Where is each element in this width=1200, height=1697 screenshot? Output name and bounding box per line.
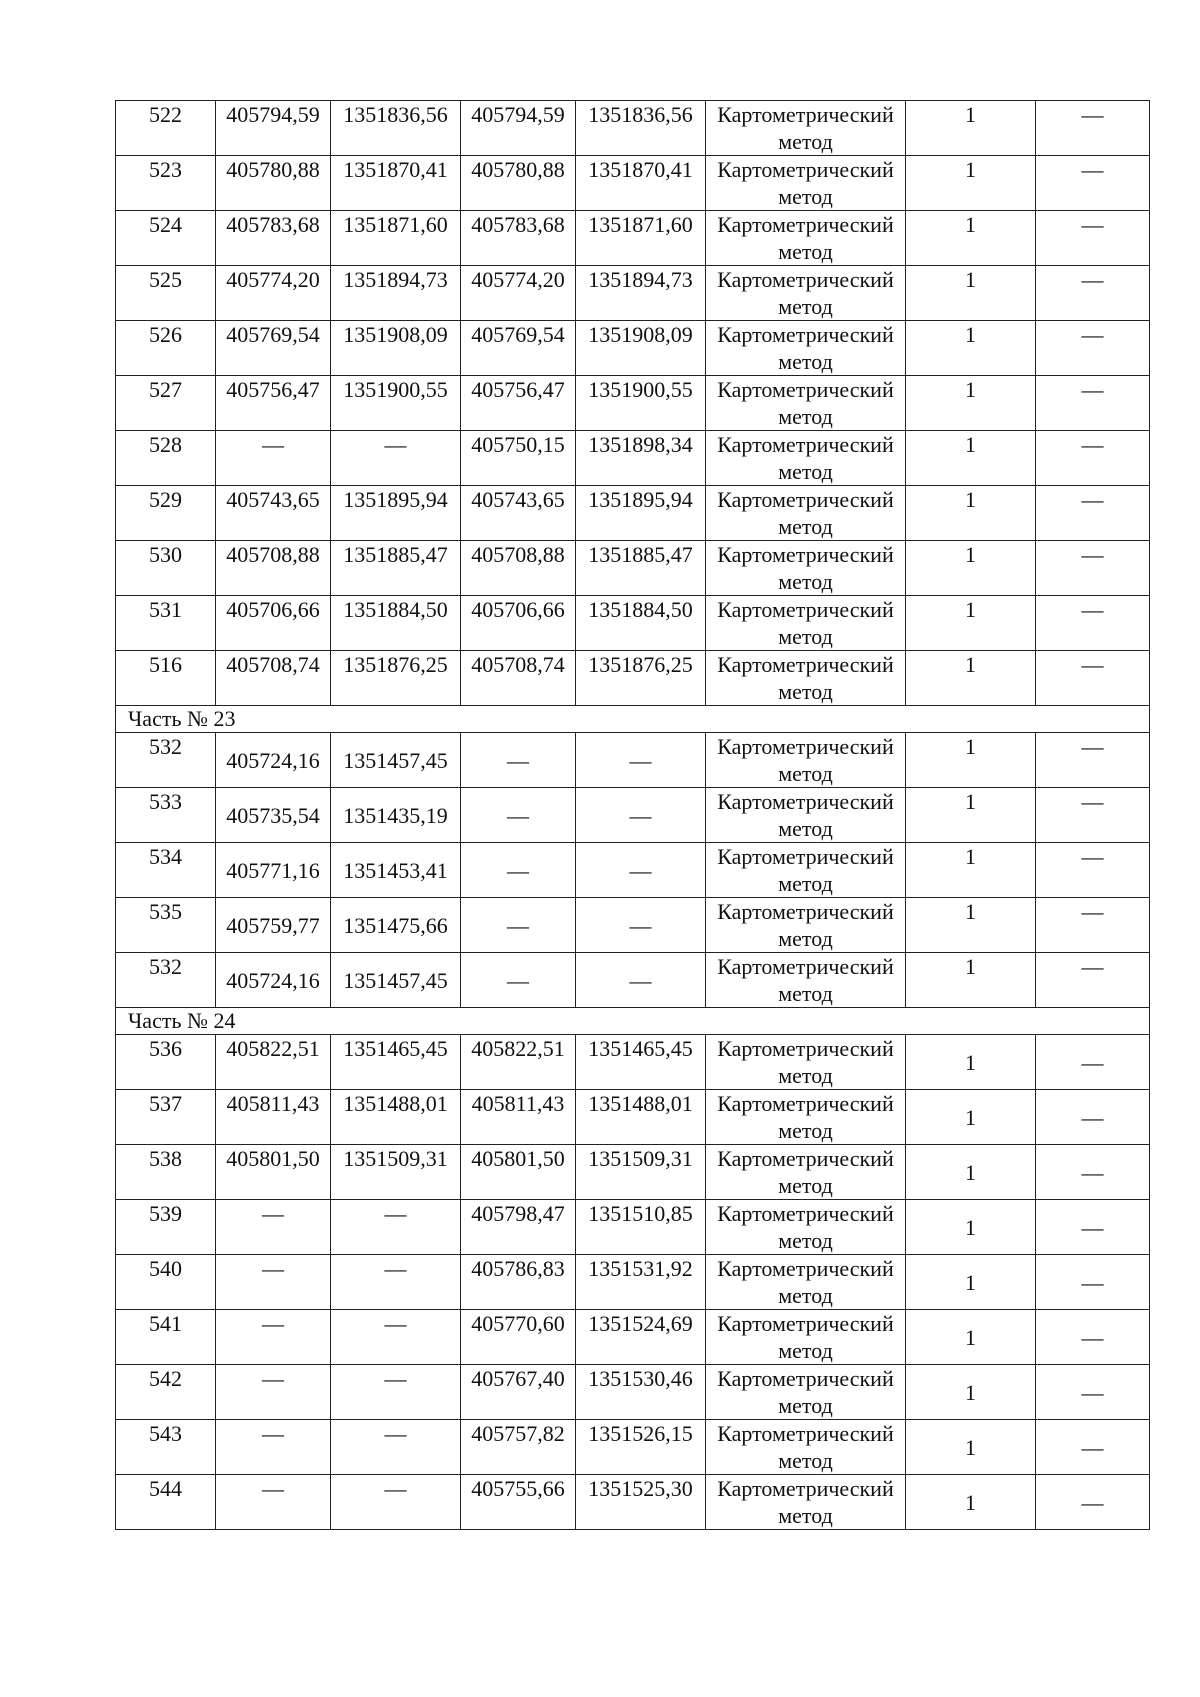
table-row (116, 651, 1150, 706)
existing-x: 405771,16 (216, 843, 331, 898)
description-dash: — (1036, 541, 1150, 596)
method-cell (706, 788, 906, 843)
method-line: метод (778, 1448, 833, 1473)
point-number: 530 (116, 541, 216, 596)
table-row (116, 1035, 1150, 1090)
method-cell (706, 1255, 906, 1310)
accuracy-value: 1 (906, 156, 1036, 211)
accuracy-value: 1 (906, 953, 1036, 1008)
method-line: Картометрический (717, 157, 894, 182)
existing-y: 1351884,50 (331, 596, 461, 651)
description-dash: — (1036, 486, 1150, 541)
method-line: метод (778, 404, 833, 429)
description-dash: — (1036, 788, 1150, 843)
method-line: Картометрический (717, 542, 894, 567)
existing-y: 1351453,41 (331, 843, 461, 898)
existing-y: 1351457,45 (331, 953, 461, 1008)
method-cell (706, 486, 906, 541)
table-row (116, 486, 1150, 541)
method-cell (706, 1145, 906, 1200)
new-y: 1351908,09 (576, 321, 706, 376)
new-y: 1351870,41 (576, 156, 706, 211)
point-number: 531 (116, 596, 216, 651)
method-line: Картометрический (717, 102, 894, 127)
accuracy-value: 1 (906, 788, 1036, 843)
method-line: метод (778, 1393, 833, 1418)
description-dash: — (1036, 321, 1150, 376)
method-cell (706, 733, 906, 788)
existing-x: — (216, 1200, 331, 1255)
table-body (116, 101, 1150, 1530)
method-line: Картометрический (717, 212, 894, 237)
new-y: 1351509,31 (576, 1145, 706, 1200)
method-line: Картометрический (717, 1476, 894, 1501)
table-row (116, 1310, 1150, 1365)
new-y: 1351876,25 (576, 651, 706, 706)
new-x: 405774,20 (461, 266, 576, 321)
method-cell (706, 156, 906, 211)
point-number: 528 (116, 431, 216, 486)
method-line: метод (778, 239, 833, 264)
coordinates-table (115, 100, 1150, 1530)
method-line: метод (778, 816, 833, 841)
existing-y: 1351465,45 (331, 1035, 461, 1090)
accuracy-value: 1 (906, 376, 1036, 431)
accuracy-value: 1 (906, 1145, 1036, 1200)
description-dash: — (1036, 843, 1150, 898)
new-x: 405708,74 (461, 651, 576, 706)
new-x: — (461, 898, 576, 953)
accuracy-value: 1 (906, 1200, 1036, 1255)
new-y: 1351524,69 (576, 1310, 706, 1365)
new-y: 1351525,30 (576, 1475, 706, 1530)
table-row (116, 1145, 1150, 1200)
existing-x: — (216, 1365, 331, 1420)
point-number: 543 (116, 1420, 216, 1475)
method-line: Картометрический (717, 597, 894, 622)
accuracy-value: 1 (906, 431, 1036, 486)
method-cell (706, 1310, 906, 1365)
method-line: метод (778, 184, 833, 209)
table-row (116, 211, 1150, 266)
description-dash: — (1036, 1255, 1150, 1310)
accuracy-value: 1 (906, 541, 1036, 596)
point-number: 535 (116, 898, 216, 953)
existing-x: 405708,88 (216, 541, 331, 596)
existing-x: 405769,54 (216, 321, 331, 376)
existing-x: — (216, 431, 331, 486)
existing-x: — (216, 1420, 331, 1475)
point-number: 526 (116, 321, 216, 376)
table-row (116, 898, 1150, 953)
accuracy-value: 1 (906, 1035, 1036, 1090)
method-line: метод (778, 1503, 833, 1528)
existing-x: 405735,54 (216, 788, 331, 843)
description-dash: — (1036, 376, 1150, 431)
method-line: Картометрический (717, 1256, 894, 1281)
method-line: Картометрический (717, 899, 894, 924)
new-y: 1351531,92 (576, 1255, 706, 1310)
new-y: 1351900,55 (576, 376, 706, 431)
new-x: 405767,40 (461, 1365, 576, 1420)
accuracy-value: 1 (906, 733, 1036, 788)
existing-x: 405801,50 (216, 1145, 331, 1200)
table-row (116, 101, 1150, 156)
method-line: метод (778, 129, 833, 154)
table-row (116, 266, 1150, 321)
method-line: метод (778, 981, 833, 1006)
method-line: метод (778, 349, 833, 374)
new-y: — (576, 733, 706, 788)
description-dash: — (1036, 651, 1150, 706)
accuracy-value: 1 (906, 1310, 1036, 1365)
description-dash: — (1036, 156, 1150, 211)
accuracy-value: 1 (906, 101, 1036, 156)
point-number: 522 (116, 101, 216, 156)
new-x: 405801,50 (461, 1145, 576, 1200)
new-x: 405769,54 (461, 321, 576, 376)
description-dash: — (1036, 898, 1150, 953)
method-line: Картометрический (717, 1146, 894, 1171)
method-line: метод (778, 569, 833, 594)
new-x: 405755,66 (461, 1475, 576, 1530)
method-line: метод (778, 624, 833, 649)
method-line: метод (778, 1228, 833, 1253)
new-y: 1351836,56 (576, 101, 706, 156)
new-y: — (576, 843, 706, 898)
existing-x: 405774,20 (216, 266, 331, 321)
new-y: 1351465,45 (576, 1035, 706, 1090)
method-line: Картометрический (717, 1201, 894, 1226)
method-cell (706, 1035, 906, 1090)
section-title: Часть № 23 (116, 706, 1150, 733)
method-line: Картометрический (717, 1421, 894, 1446)
point-number: 529 (116, 486, 216, 541)
table-row (116, 1255, 1150, 1310)
point-number: 539 (116, 1200, 216, 1255)
method-cell (706, 1090, 906, 1145)
method-line: Картометрический (717, 1311, 894, 1336)
existing-x: 405780,88 (216, 156, 331, 211)
method-line: Картометрический (717, 734, 894, 759)
new-x: — (461, 733, 576, 788)
description-dash: — (1036, 266, 1150, 321)
existing-y: — (331, 1255, 461, 1310)
new-y: 1351898,34 (576, 431, 706, 486)
method-cell (706, 651, 906, 706)
method-line: Картометрический (717, 844, 894, 869)
point-number: 541 (116, 1310, 216, 1365)
existing-y: 1351908,09 (331, 321, 461, 376)
new-y: 1351510,85 (576, 1200, 706, 1255)
new-x: 405756,47 (461, 376, 576, 431)
new-x: 405798,47 (461, 1200, 576, 1255)
method-line: Картометрический (717, 432, 894, 457)
accuracy-value: 1 (906, 266, 1036, 321)
existing-x: 405811,43 (216, 1090, 331, 1145)
new-y: 1351884,50 (576, 596, 706, 651)
point-number: 533 (116, 788, 216, 843)
description-dash: — (1036, 1035, 1150, 1090)
existing-x: — (216, 1475, 331, 1530)
method-line: Картометрический (717, 954, 894, 979)
method-cell (706, 1475, 906, 1530)
method-line: Картометрический (717, 1091, 894, 1116)
accuracy-value: 1 (906, 321, 1036, 376)
new-x: — (461, 843, 576, 898)
accuracy-value: 1 (906, 843, 1036, 898)
method-cell (706, 266, 906, 321)
method-line: метод (778, 1173, 833, 1198)
existing-x: — (216, 1310, 331, 1365)
existing-y: 1351885,47 (331, 541, 461, 596)
table-row (116, 843, 1150, 898)
method-cell (706, 596, 906, 651)
method-cell (706, 376, 906, 431)
table-row (116, 321, 1150, 376)
method-line: метод (778, 1063, 833, 1088)
table-row (116, 1090, 1150, 1145)
description-dash: — (1036, 1090, 1150, 1145)
new-y: 1351885,47 (576, 541, 706, 596)
point-number: 532 (116, 733, 216, 788)
point-number: 524 (116, 211, 216, 266)
point-number: 534 (116, 843, 216, 898)
accuracy-value: 1 (906, 596, 1036, 651)
existing-y: 1351488,01 (331, 1090, 461, 1145)
method-line: Картометрический (717, 652, 894, 677)
new-x: 405750,15 (461, 431, 576, 486)
existing-y: — (331, 1310, 461, 1365)
method-line: метод (778, 926, 833, 951)
method-cell (706, 321, 906, 376)
new-y: 1351895,94 (576, 486, 706, 541)
method-line: метод (778, 679, 833, 704)
description-dash: — (1036, 953, 1150, 1008)
accuracy-value: 1 (906, 1420, 1036, 1475)
description-dash: — (1036, 596, 1150, 651)
description-dash: — (1036, 1420, 1150, 1475)
existing-y: 1351509,31 (331, 1145, 461, 1200)
method-cell (706, 953, 906, 1008)
existing-y: 1351871,60 (331, 211, 461, 266)
existing-y: 1351895,94 (331, 486, 461, 541)
new-x: 405786,83 (461, 1255, 576, 1310)
description-dash: — (1036, 101, 1150, 156)
existing-x: 405822,51 (216, 1035, 331, 1090)
existing-x: 405743,65 (216, 486, 331, 541)
point-number: 532 (116, 953, 216, 1008)
section-title: Часть № 24 (116, 1008, 1150, 1035)
method-line: Картометрический (717, 487, 894, 512)
new-x: 405743,65 (461, 486, 576, 541)
existing-y: 1351894,73 (331, 266, 461, 321)
table-row (116, 733, 1150, 788)
existing-y: — (331, 1475, 461, 1530)
method-cell (706, 211, 906, 266)
existing-x: 405708,74 (216, 651, 331, 706)
new-y: — (576, 953, 706, 1008)
method-line: метод (778, 1283, 833, 1308)
description-dash: — (1036, 733, 1150, 788)
section-header-24 (116, 1008, 1150, 1035)
table-row (116, 953, 1150, 1008)
new-x: 405783,68 (461, 211, 576, 266)
existing-x: 405724,16 (216, 953, 331, 1008)
description-dash: — (1036, 1365, 1150, 1420)
method-cell (706, 898, 906, 953)
table-row (116, 376, 1150, 431)
existing-y: 1351435,19 (331, 788, 461, 843)
new-y: 1351530,46 (576, 1365, 706, 1420)
method-line: метод (778, 294, 833, 319)
table-row (116, 156, 1150, 211)
new-x: 405794,59 (461, 101, 576, 156)
existing-x: 405706,66 (216, 596, 331, 651)
point-number: 540 (116, 1255, 216, 1310)
method-cell (706, 843, 906, 898)
accuracy-value: 1 (906, 486, 1036, 541)
existing-y: — (331, 1420, 461, 1475)
accuracy-value: 1 (906, 211, 1036, 266)
table-row (116, 1475, 1150, 1530)
table-row (116, 1200, 1150, 1255)
accuracy-value: 1 (906, 651, 1036, 706)
new-y: — (576, 898, 706, 953)
description-dash: — (1036, 1310, 1150, 1365)
table-row (116, 1365, 1150, 1420)
existing-y: 1351900,55 (331, 376, 461, 431)
table-row (116, 788, 1150, 843)
new-x: 405822,51 (461, 1035, 576, 1090)
description-dash: — (1036, 1145, 1150, 1200)
existing-y: 1351870,41 (331, 156, 461, 211)
description-dash: — (1036, 1475, 1150, 1530)
method-cell (706, 101, 906, 156)
existing-y: — (331, 431, 461, 486)
method-line: метод (778, 1118, 833, 1143)
method-line: метод (778, 1338, 833, 1363)
new-x: 405811,43 (461, 1090, 576, 1145)
new-x: 405757,82 (461, 1420, 576, 1475)
accuracy-value: 1 (906, 1475, 1036, 1530)
new-y: 1351871,60 (576, 211, 706, 266)
accuracy-value: 1 (906, 1090, 1036, 1145)
table-row (116, 541, 1150, 596)
accuracy-value: 1 (906, 1255, 1036, 1310)
existing-x: 405783,68 (216, 211, 331, 266)
new-x: 405706,66 (461, 596, 576, 651)
new-x: — (461, 953, 576, 1008)
existing-y: 1351876,25 (331, 651, 461, 706)
accuracy-value: 1 (906, 898, 1036, 953)
point-number: 538 (116, 1145, 216, 1200)
method-line: метод (778, 514, 833, 539)
point-number: 542 (116, 1365, 216, 1420)
point-number: 523 (116, 156, 216, 211)
point-number: 536 (116, 1035, 216, 1090)
section-header-23 (116, 706, 1150, 733)
existing-y: 1351457,45 (331, 733, 461, 788)
method-line: метод (778, 761, 833, 786)
new-y: 1351526,15 (576, 1420, 706, 1475)
method-cell (706, 431, 906, 486)
existing-y: 1351475,66 (331, 898, 461, 953)
point-number: 527 (116, 376, 216, 431)
method-line: Картометрический (717, 789, 894, 814)
description-dash: — (1036, 1200, 1150, 1255)
point-number: 516 (116, 651, 216, 706)
point-number: 525 (116, 266, 216, 321)
method-cell (706, 1420, 906, 1475)
method-line: метод (778, 459, 833, 484)
existing-x: 405794,59 (216, 101, 331, 156)
existing-x: — (216, 1255, 331, 1310)
new-y: — (576, 788, 706, 843)
new-y: 1351894,73 (576, 266, 706, 321)
table-row (116, 596, 1150, 651)
table-row (116, 1420, 1150, 1475)
method-line: Картометрический (717, 1366, 894, 1391)
existing-y: — (331, 1365, 461, 1420)
method-line: Картометрический (717, 322, 894, 347)
new-y: 1351488,01 (576, 1090, 706, 1145)
method-line: Картометрический (717, 1036, 894, 1061)
method-cell (706, 1365, 906, 1420)
method-cell (706, 1200, 906, 1255)
existing-y: — (331, 1200, 461, 1255)
point-number: 544 (116, 1475, 216, 1530)
method-line: Картометрический (717, 377, 894, 402)
new-x: 405780,88 (461, 156, 576, 211)
new-x: — (461, 788, 576, 843)
new-x: 405708,88 (461, 541, 576, 596)
existing-x: 405756,47 (216, 376, 331, 431)
point-number: 537 (116, 1090, 216, 1145)
description-dash: — (1036, 431, 1150, 486)
table-row (116, 431, 1150, 486)
method-cell (706, 541, 906, 596)
accuracy-value: 1 (906, 1365, 1036, 1420)
new-x: 405770,60 (461, 1310, 576, 1365)
existing-x: 405724,16 (216, 733, 331, 788)
description-dash: — (1036, 211, 1150, 266)
existing-x: 405759,77 (216, 898, 331, 953)
existing-y: 1351836,56 (331, 101, 461, 156)
method-line: Картометрический (717, 267, 894, 292)
method-line: метод (778, 871, 833, 896)
